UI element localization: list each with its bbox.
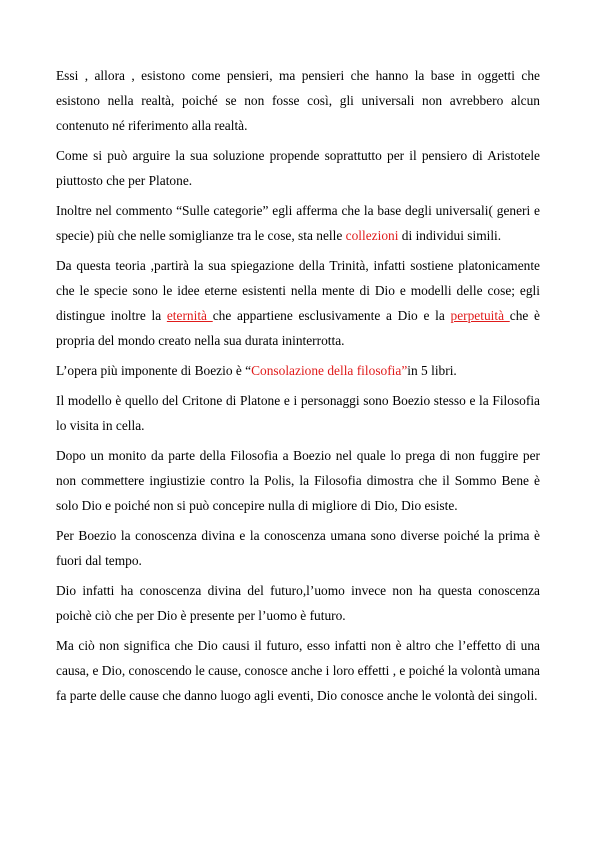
paragraph-text: Inoltre nel commento “Sulle categorie” egli afferma che la base degli universali( generi e specie) più che nelle somiglianze tra le cose, sta nelle — [56, 203, 540, 243]
paragraph-text: Il modello è quello del Critone di Platone e i personaggi sono Boezio stesso e la Filosofia lo visita in cella. — [56, 393, 540, 433]
paragraph-text: Dopo un monito da parte della Filosofia a Boezio nel quale lo prega di non fuggire per non commettere ingiustizie contro la Polis, la Filosofia dimostra che il Sommo Bene è solo Dio e poiché non si può concepire nulla di migliore di Dio, Dio esiste. — [56, 448, 540, 513]
paragraph-9 — [56, 578, 540, 628]
highlighted-title-consolazione: Consolazione della filosofia” — [251, 363, 408, 378]
paragraph-text: di individui simili. — [398, 228, 502, 243]
paragraph-10 — [56, 633, 540, 708]
paragraph-text: in 5 libri. — [407, 363, 457, 378]
paragraph-text: Essi , allora , esistono come pensieri, ma pensieri che hanno la base in oggetti che esistono nella realtà, poiché se non fosse così, gli universali non avrebbero alcun contenuto né riferimento alla realtà. — [56, 68, 540, 133]
highlighted-term-eternita: eternità — [166, 308, 213, 323]
paragraph-1 — [56, 63, 540, 138]
paragraph-2 — [56, 143, 540, 193]
paragraph-7 — [56, 443, 540, 518]
paragraph-text: Da questa teoria ,partirà la sua spiegazione della Trinità, infatti sostiene platonicamente che le specie sono le idee eterne esistenti nella mente di Dio e modelli delle cose; egli distingue inoltre la — [56, 258, 540, 323]
paragraph-8 — [56, 523, 540, 573]
paragraph-text: Come si può arguire la sua soluzione propende soprattutto per il pensiero di Aristotele piuttosto che per Platone. — [56, 148, 540, 188]
paragraph-text: che appartiene esclusivamente a Dio e la — [212, 308, 451, 323]
paragraph-5 — [56, 358, 540, 383]
document-page — [56, 63, 540, 713]
paragraph-text: che è propria del mondo creato nella sua durata ininterrotta. — [56, 308, 540, 348]
paragraph-6 — [56, 388, 540, 438]
highlighted-term-perpetuita: perpetuità — [450, 308, 510, 323]
paragraph-text: Ma ciò non significa che Dio causi il futuro, esso infatti non è altro che l’effetto di una causa, e Dio, conoscendo le cause, conosce anche i loro effetti , e poiché la volontà umana fa parte delle cause che danno luogo agli eventi, Dio conosce anche le volontà dei singoli. — [56, 638, 540, 703]
paragraph-text: L’opera più imponente di Boezio è “ — [56, 363, 252, 378]
paragraph-text: Dio infatti ha conoscenza divina del futuro,l’uomo invece non ha questa conoscenza poichè ciò che per Dio è presente per l’uomo è futuro. — [56, 583, 540, 623]
paragraph-text: Per Boezio la conoscenza divina e la conoscenza umana sono diverse poiché la prima è fuori dal tempo. — [56, 528, 540, 568]
highlighted-term-collezioni: collezioni — [345, 228, 399, 243]
paragraph-3 — [56, 198, 540, 248]
paragraph-4 — [56, 253, 540, 353]
